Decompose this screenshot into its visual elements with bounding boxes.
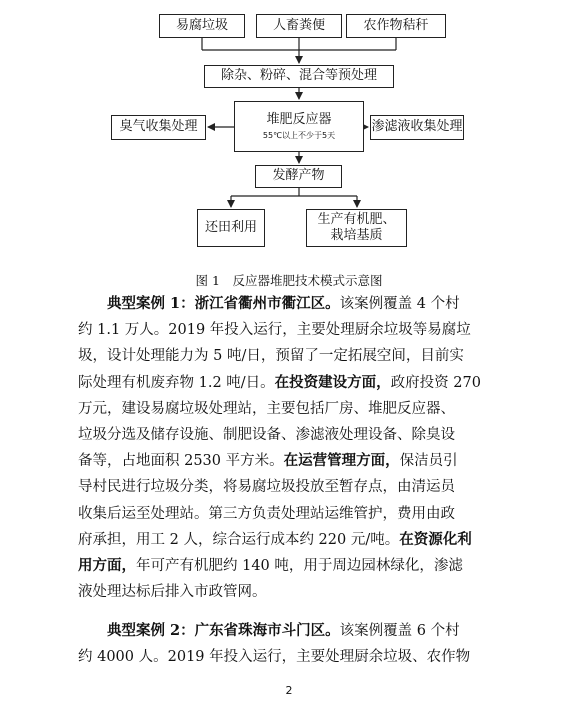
reactor-title: 堆肥反应器 (266, 111, 332, 127)
section-heading: 在资源化利 (399, 530, 472, 548)
reactor-note: 55℃以上不少于5天 (262, 131, 336, 141)
text-run: 备等，占地面积 2530 平方米。 (78, 453, 284, 470)
page-number: 2 (285, 684, 293, 697)
case-heading: 典型案例 2：广东省珠海市斗门区。 (107, 622, 340, 639)
box-label: 发酵产物 (272, 168, 325, 184)
case1-paragraph (78, 291, 510, 605)
text-run: 保洁员引 (399, 453, 458, 470)
box-label: 臭气收集处理 (119, 119, 198, 135)
text-line: 导村民进行垃圾分类，将易腐垃圾投放至暂存点，由清运员 (78, 479, 455, 496)
text-run: 际处理有机废弃物 1.2 吨/日。 (78, 374, 275, 391)
text-line (78, 553, 510, 579)
leachate-box (370, 115, 464, 140)
box-label: 渗滤液收集处理 (371, 119, 463, 135)
text-line: 收集后运至处理站。第三方负责处理站运维管护，费用由政 (78, 505, 455, 522)
text-line: 约 4000 人。2019 年投入运行，主要处理厨余垃圾、农作物 (78, 649, 471, 666)
box-label: 还田利用 (204, 219, 257, 235)
text-line: 圾，设计处理能力为 5 吨/日，预留了一定拓展空间，目前实 (78, 348, 464, 365)
text-line: 液处理达标后排入市政管网。 (78, 584, 267, 601)
text-line (78, 291, 510, 317)
text-line: 约 1.1 万人。2019 年投入运行，主要处理厨余垃圾等易腐垃 (78, 322, 471, 339)
box-label-line: 栽培基质 (330, 228, 383, 243)
text-run: 年可产有机肥约 140 吨，用于周边园林绿化，渗滤 (136, 558, 463, 575)
text-line: 万元，建设易腐垃圾处理站，主要包括厂房、堆肥反应器、 (78, 400, 455, 417)
box-label: 农作物秸秆 (363, 17, 429, 33)
text-line: 垃圾分选及储存设施、制肥设备、渗滤液处理设备、除臭设 (78, 427, 455, 444)
box-label: 除杂、粉碎、混合等预处理 (220, 68, 377, 84)
figure-caption: 图 1 反应器堆肥技术模式示意图 (195, 273, 383, 288)
text-line (78, 527, 510, 553)
reactor-box (234, 101, 364, 152)
box-label: 人畜粪便 (272, 17, 325, 33)
pretreat-box (204, 65, 394, 88)
text-line (78, 448, 510, 474)
section-heading: 在投资建设方面， (274, 373, 391, 391)
source-box-manure (256, 14, 342, 38)
product-box (306, 209, 407, 247)
box-label-line: 生产有机肥、 (317, 211, 396, 227)
section-heading: 在运营管理方面， (283, 452, 400, 470)
case-heading: 典型案例 1：浙江省衢州市衢江区。 (107, 295, 340, 312)
text-run: 政府投资 270 (390, 374, 481, 391)
text-run: 府承担，用工 2 人，综合运行成本约 220 元/吨。 (78, 531, 400, 548)
field-use-box (197, 209, 265, 247)
section-heading: 用方面， (78, 557, 136, 575)
source-box-perishable-waste (159, 14, 245, 38)
ferment-box (255, 165, 342, 188)
source-box-straw (346, 14, 446, 38)
box-label: 易腐垃圾 (175, 17, 228, 33)
case2-paragraph (78, 618, 510, 670)
text-run: 该案例覆盖 4 个村 (339, 296, 460, 312)
text-line (78, 618, 510, 644)
text-run: 该案例覆盖 6 个村 (339, 623, 460, 639)
text-line (78, 370, 510, 396)
odor-box (111, 115, 206, 140)
